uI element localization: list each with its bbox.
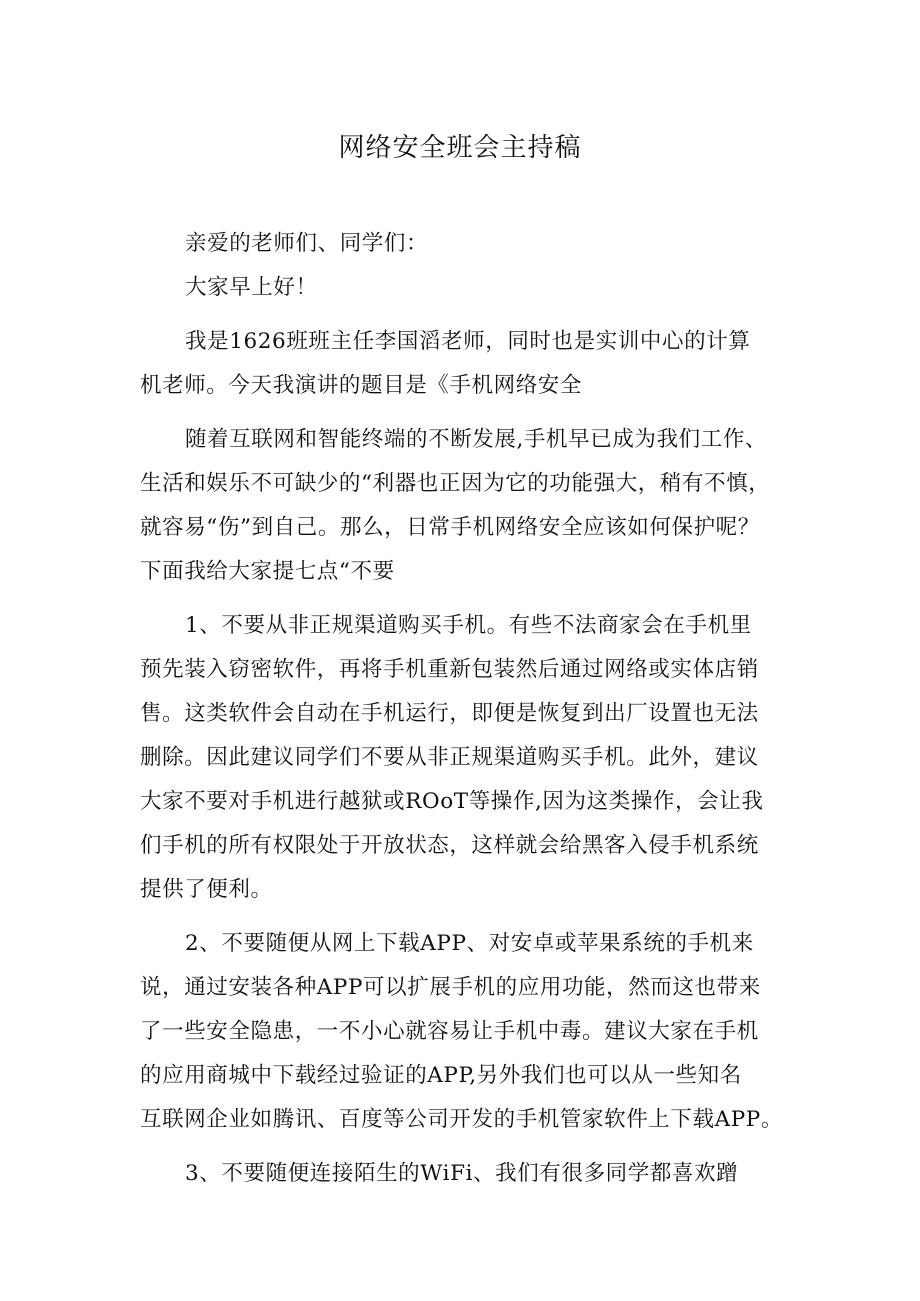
paragraph-line: 删除。因此建议同学们不要从非正规渠道购买手机。此外，建议 [140,745,759,770]
paragraph-line: 互联网企业如腾讯、百度等公司开发的手机管家软件上下载APP。 [140,1107,783,1132]
paragraph-line: 我是1626班班主任李国滔老师，同时也是实训中心的计算 [185,329,751,354]
greeting-line: 亲爱的老师们、同学们： [185,231,429,256]
document-body [140,222,785,1196]
paragraph-line: 预先装入窃密软件，再将手机重新包装然后通过网络或实体店销 [140,657,759,682]
paragraph-line: 了一些安全隐患，一不小心就容易让手机中毒。建议大家在手机 [140,1019,759,1044]
spacer [140,310,785,320]
paragraph-line: 机老师。今天我演讲的题目是《手机网络安全 [140,373,583,398]
spacer [140,1142,785,1152]
paragraph-line: 2、不要随便从网上下载APP、对安卓或苹果系统的手机来 [185,931,754,956]
spacer [140,408,785,418]
paragraph-line: 售。这类软件会自动在手机运行，即便是恢复到出厂设置也无法 [140,701,759,726]
paragraph-line: 的应用商城中下载经过验证的APP,另外我们也可以从一些知名 [140,1063,742,1088]
paragraph-line: 说，通过安装各种APP可以扩展手机的应用功能，然而这也带来 [140,975,761,1000]
paragraph-line: 们手机的所有权限处于开放状态，这样就会给黑客入侵手机系统 [140,833,759,858]
paragraph-line: 3、不要随便连接陌生的WiFi、我们有很多同学都喜欢蹭 [185,1161,739,1186]
paragraph-line: 就容易“伤”到自己。那么，日常手机网络安全应该如何保护呢？ [140,515,760,540]
paragraph-line: 大家不要对手机进行越狱或ROoT等操作,因为这类操作，会让我 [140,789,764,814]
paragraph-line: 随着互联网和智能终端的不断发展,手机早已成为我们工作、 [185,427,768,452]
paragraph-line: 下面我给大家提七点“不要 [140,559,395,584]
spacer [140,594,785,604]
spacer [140,912,785,922]
paragraph-line: 提供了便利。 [140,877,273,902]
greeting-line: 大家早上好！ [185,275,318,300]
paragraph-line: 生活和娱乐不可缺少的“利器也正因为它的功能强大，稍有不慎， [140,471,771,496]
page-title: 网络安全班会主持稿 [338,133,582,163]
paragraph-line: 1、不要从非正规渠道购买手机。有些不法商家会在手机里 [185,613,752,638]
